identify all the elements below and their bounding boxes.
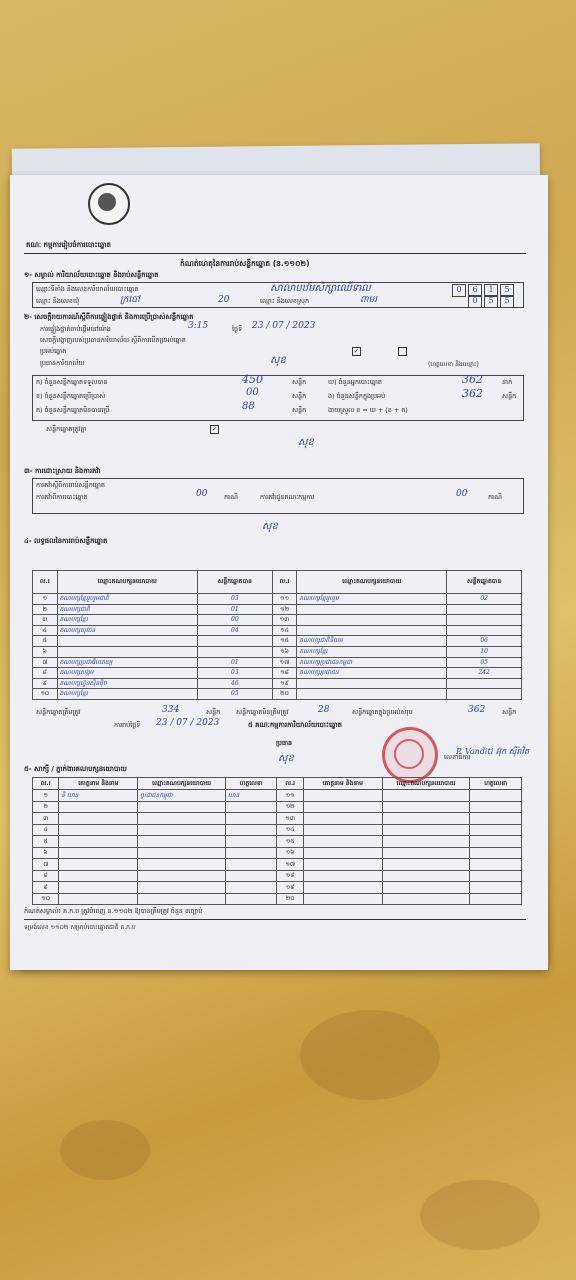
table-row (33, 870, 522, 882)
table-row (33, 790, 522, 802)
cell-sign (470, 801, 522, 813)
cell-no: ១៩ (272, 678, 297, 689)
count-unit: សន្លឹក (292, 378, 307, 386)
count-label: គ) ចំនួនសន្លឹកឆ្នោតមិនបានប្រើ (36, 406, 110, 414)
cell-name (303, 813, 382, 825)
cell-sign: ឃាន (225, 790, 277, 802)
cell-party (138, 893, 225, 905)
section2-line2: សេចក្តីបង្ហាញរបស់ប្រធានការិយាល័យ ស្តីពីការបើកប្រអប់ឆ្នោត (40, 336, 186, 344)
col-party: ឈ្មោះគណបក្សនយោបាយ (297, 571, 447, 594)
cell-no: ១០ (33, 689, 58, 700)
secretary-name2: អ៊ុក ស៊ីរ៉ាវិត (496, 747, 530, 756)
cell-votes: 10 (447, 646, 522, 657)
cell-party: គណបក្សប្រជាជនកម្ពុជា (297, 657, 447, 668)
cell-party (382, 790, 469, 802)
table-row (33, 625, 522, 636)
cell-votes (447, 604, 522, 615)
commission-label: ៥ គណៈកម្មការការិយាល័យបោះឆ្នោត (248, 721, 342, 729)
col-no: ល.រ (272, 571, 297, 594)
cell-party: គណបក្សខ្មែរ (297, 646, 447, 657)
cell-votes (447, 689, 522, 700)
district-digit: 5 (500, 295, 514, 308)
table-row (33, 801, 522, 813)
cell-name (59, 859, 138, 871)
signature-hint: (ហត្ថលេខា និងឈ្មោះ) (428, 361, 479, 368)
footer-note: កំណត់សម្គាល់៖ គ.ក.ប ត្រូវបំពេញ ន.១១០២ ឱ្យបានត្រឹមត្រូវ ចំនួន ៣ច្បាប់ (24, 907, 203, 915)
check-label: ប្រអប់ឆ្នោត (40, 347, 67, 355)
table-row (33, 893, 522, 905)
cell-party: គណបក្សប្រជាធិបតេយ្យ (57, 657, 197, 668)
col-no: ល.រ (33, 778, 59, 790)
divider (24, 919, 526, 920)
station-digit: 0 (452, 284, 466, 297)
form-code: ទម្រង់លេខ ១១០២ សម្រាប់បោះឆ្នោតជាតិ គ.ក.ប (24, 924, 136, 931)
count-value: 450 (242, 373, 263, 386)
cell-name (303, 870, 382, 882)
chair-name: សុខ (270, 355, 286, 366)
cell-sign (225, 813, 277, 825)
cell-no: ២ (33, 604, 58, 615)
grand-label: សន្លឹកឆ្នោតក្នុងប្រអប់សរុប (352, 708, 413, 716)
cell-no: ១៧ (277, 859, 303, 871)
polling-station-name: សាលាបឋមសិក្សាឈើទាល (270, 283, 371, 294)
cell-no: ១៧ (272, 657, 297, 668)
cell-no: ១៥ (272, 636, 297, 647)
table-row (33, 646, 522, 657)
cell-votes (447, 625, 522, 636)
witness-name: សុខ (298, 437, 314, 448)
cell-votes: 242 (447, 668, 522, 679)
dispute-row: ការតវ៉ាស្តីពីការរាប់សន្លឹកឆ្នោត (36, 481, 105, 489)
checkbox-checked: ✓ (211, 425, 218, 433)
cell-party (382, 893, 469, 905)
cell-party (138, 870, 225, 882)
cell-party (382, 801, 469, 813)
cell-no: ១៥ (277, 836, 303, 848)
count-value: 88 (242, 401, 255, 412)
cell-votes: 06 (447, 636, 522, 647)
cell-sign (470, 836, 522, 848)
time-label: ការផ្ទៀងផ្ទាត់ចាប់ផ្តើមនៅម៉ោង (40, 325, 111, 333)
cell-party: គណបក្សខ្មែរ (57, 615, 197, 626)
dispute-unit: ករណី (488, 493, 502, 501)
cell-name (59, 824, 138, 836)
cell-party (297, 689, 447, 700)
cell-no: ១៩ (277, 882, 303, 894)
col-no: ល.រ (33, 571, 58, 594)
official-stamp (382, 727, 438, 783)
cell-party (382, 859, 469, 871)
cell-votes: 01 (198, 604, 273, 615)
cell-votes: 03 (198, 668, 273, 679)
total-unit: សន្លឹក (206, 708, 221, 716)
cell-sign (225, 882, 277, 894)
col-party: ឈ្មោះគណបក្សនយោបាយ (138, 778, 225, 790)
col-votes: សន្លឹកឆ្នោតបាន (447, 571, 522, 594)
cell-votes: 01 (198, 657, 273, 668)
table-row (33, 847, 522, 859)
cell-party: គណបក្សជាតិនិយម (297, 636, 447, 647)
cell-name (303, 824, 382, 836)
col-no: ល.រ (277, 778, 303, 790)
section5-title: ៥- សាក្សី / ភ្នាក់ងារគណបក្សនយោបាយ (24, 765, 127, 773)
chair-signature: សុខ (278, 753, 294, 764)
cell-votes: 05 (198, 689, 273, 700)
cell-votes (447, 615, 522, 626)
cell-votes: 02 (447, 594, 522, 605)
cell-party (297, 678, 447, 689)
station-digit: 1 (484, 284, 498, 297)
station-digit: 5 (500, 284, 514, 297)
invalid-value: 28 (318, 705, 330, 715)
cell-party (138, 859, 225, 871)
results-table (32, 570, 522, 700)
cell-name (303, 790, 382, 802)
cell-no: ១៣ (277, 813, 303, 825)
cell-no: ៥ (33, 636, 58, 647)
cell-party: គណបក្សខ្មែររួបរួមជាតិ (57, 594, 197, 605)
cell-no: ១០ (33, 893, 59, 905)
cell-name (59, 847, 138, 859)
emblem-logo (88, 183, 130, 225)
date-label: ថ្ងៃទី (232, 325, 243, 333)
dispute-row: ការតវ៉ាពីការបោះឆ្នោត (36, 493, 88, 501)
cell-no: ៨ (33, 870, 59, 882)
cell-no: ៨ (33, 668, 58, 679)
org-name: គណៈ កម្មការរៀបចំការបោះឆ្នោត (26, 241, 111, 249)
dispute-value: 00 (196, 489, 208, 499)
formula: ងាយស្រួល ខ = ឃ + (ខ + គ) (328, 406, 408, 414)
count-value: 00 (246, 387, 259, 398)
cell-sign (225, 824, 277, 836)
cell-sign (225, 870, 277, 882)
total-value: 334 (162, 705, 180, 715)
cell-name (59, 882, 138, 894)
cell-party: ប្រជាជនកម្ពុជា (138, 790, 225, 802)
cell-no: ១២ (272, 604, 297, 615)
cell-sign (225, 801, 277, 813)
cell-votes: 03 (198, 594, 273, 605)
cell-sign (470, 882, 522, 894)
table-row (33, 615, 522, 626)
witness-table (32, 777, 522, 905)
cell-party (382, 836, 469, 848)
section1-row2-label: ឈ្មោះ និងលេខឃុំ (36, 297, 80, 305)
count-date-value: 23 / 07 / 2023 (156, 718, 220, 728)
checkbox-checked: ✓ (353, 347, 360, 355)
right-count-label: ង) ចំនួនសន្លឹកក្នុងប្រអប់ (328, 392, 386, 400)
table-row (33, 668, 522, 679)
cell-party (297, 625, 447, 636)
commune-number: 20 (218, 295, 230, 305)
table-row (33, 657, 522, 668)
right-count-value: 362 (462, 373, 483, 386)
cell-votes: 00 (198, 615, 273, 626)
cell-sign (470, 790, 522, 802)
cell-sign (225, 859, 277, 871)
cell-name (59, 836, 138, 848)
cell-votes: 05 (447, 657, 522, 668)
cell-party (57, 646, 197, 657)
cell-sign (470, 870, 522, 882)
table-row (33, 678, 522, 689)
cell-no: ៦ (33, 646, 58, 657)
cell-party (57, 636, 197, 647)
wall-stain (60, 1120, 150, 1180)
cell-party (138, 882, 225, 894)
cell-party (382, 870, 469, 882)
secretary-name: P. Vanditi (456, 747, 494, 756)
cell-no: ១ (33, 790, 59, 802)
grand-unit: សន្លឹក (502, 708, 517, 716)
wall-stain (300, 1010, 440, 1100)
cell-no: ៩ (33, 882, 59, 894)
secretary-label: លេខាធិការ (444, 753, 471, 761)
cell-name (59, 813, 138, 825)
cell-no: ២ (33, 801, 59, 813)
right-count-unit: នាក់ (502, 378, 513, 386)
right-count-value: 362 (462, 387, 483, 400)
table-row (33, 882, 522, 894)
cell-no: ៤ (33, 824, 59, 836)
col-votes: សន្លឹកឆ្នោតបាន (198, 571, 273, 594)
cell-votes (198, 646, 273, 657)
cell-party: គណបក្សជាតិ (57, 604, 197, 615)
cell-no: ២០ (277, 893, 303, 905)
cell-name (303, 847, 382, 859)
cell-sign (225, 893, 277, 905)
cell-name (59, 870, 138, 882)
cell-name: ទិ ឃាន (59, 790, 138, 802)
election-form-sheet (10, 175, 548, 970)
cell-no: ១៨ (277, 870, 303, 882)
cell-party: គណបក្សខ្មែរ (57, 689, 197, 700)
grand-value: 362 (468, 705, 486, 715)
cell-no: ៧ (33, 859, 59, 871)
cell-party: គណបក្សប្រជាជន (297, 668, 447, 679)
count-unit: សន្លឹក (292, 406, 307, 414)
cell-party: គណបក្សហ្វ៊ុនស៊ិនប៉ិច (57, 678, 197, 689)
cell-votes: 46 (198, 678, 273, 689)
section2-title: ២- សេចក្តីរាយការណ៍ស្តីពីការផ្ទៀងផ្ទាត់ និងការប្រើប្រាស់សន្លឹកឆ្នោត (24, 313, 194, 321)
right-count-label: ឃ) ចំនួនអ្នកបោះឆ្នោត (328, 378, 382, 386)
col-party: ឈ្មោះគណបក្សនយោបាយ (382, 778, 469, 790)
section3-title: ៣- ការដោះស្រាយ និងការតវ៉ា (24, 467, 101, 475)
chair-label: ប្រធានការិយាល័យ (40, 359, 85, 367)
dispute-row: ការតវ៉ាជូនគណៈកម្មការ (260, 493, 315, 501)
cell-party (382, 813, 469, 825)
cell-sign (470, 813, 522, 825)
cell-party: គណបក្សខ្មែររួបរួម (297, 594, 447, 605)
cell-name (59, 801, 138, 813)
time-value: 3:15 (188, 321, 209, 331)
cell-party: គណបក្សយុវជន (57, 625, 197, 636)
form-title: កំណត់ហេតុនៃការរាប់សន្លឹកឆ្នោត (ន.១១០២) (180, 259, 310, 268)
cell-name (303, 893, 382, 905)
section1-title: ១- សម្គាល់ ការិយាល័យបោះឆ្នោត និងរាប់សន្លឹកឆ្នោត (24, 271, 159, 279)
cell-sign (225, 847, 277, 859)
cell-party (138, 847, 225, 859)
count-label: ខ) ចំនួនសន្លឹកឆ្នោតប្រើប្រាស់ (36, 392, 106, 400)
cell-name (59, 893, 138, 905)
col-sign: ហត្ថលេខា (225, 778, 277, 790)
dispute-unit: ករណី (224, 493, 238, 501)
cell-no: ១៨ (272, 668, 297, 679)
cell-party (138, 836, 225, 848)
section1-row2-label2: ឈ្មោះ និងលេខស្រុក (260, 297, 310, 305)
checkbox (398, 347, 407, 356)
count-date-label: ការរាប់ថ្ងៃទី (114, 721, 141, 729)
wall-stain (420, 1180, 540, 1250)
col-sign: ហត្ថលេខា (470, 778, 522, 790)
table-row (33, 824, 522, 836)
cell-votes (447, 678, 522, 689)
cell-votes (198, 636, 273, 647)
cell-sign (470, 847, 522, 859)
cell-no: ៧ (33, 657, 58, 668)
cell-party (138, 813, 225, 825)
cell-party (297, 604, 447, 615)
chair-title: ប្រធាន (276, 739, 293, 747)
date-value: 23 / 07 / 2023 (252, 321, 316, 331)
cell-party (297, 615, 447, 626)
cell-party (382, 824, 469, 836)
cell-no: ១ (33, 594, 58, 605)
cell-no: ១៤ (277, 824, 303, 836)
col-name: គោត្តនាម និងនាម (303, 778, 382, 790)
col-name: គោត្តនាម និងនាម (59, 778, 138, 790)
section1-row1-label: ឈ្មោះទីតាំង និងលេខការិយាល័យបោះឆ្នោត (36, 285, 139, 293)
cell-no: ៣ (33, 615, 58, 626)
col-party: ឈ្មោះគណបក្សនយោបាយ (57, 571, 197, 594)
dispute-value: 00 (456, 489, 468, 499)
count-label: ក) ចំនួនសន្លឹកឆ្នោតទទួលបាន (36, 378, 108, 386)
cell-name (303, 882, 382, 894)
district-name: ពាមរ (360, 295, 378, 305)
cell-no: ៤ (33, 625, 58, 636)
cell-no: ១២ (277, 801, 303, 813)
station-digit: 6 (468, 284, 482, 297)
divider (24, 253, 526, 254)
count-unit: សន្លឹក (292, 392, 307, 400)
cell-party (138, 801, 225, 813)
cell-party (382, 847, 469, 859)
cell-sign (225, 836, 277, 848)
cell-name (303, 859, 382, 871)
table-row (33, 636, 522, 647)
section4-title: ៤- លទ្ធផលនៃការរាប់សន្លឹកឆ្នោត (24, 537, 108, 545)
cell-sign (470, 824, 522, 836)
table-row (33, 813, 522, 825)
cell-no: ៩ (33, 678, 58, 689)
cell-no: ១៦ (277, 847, 303, 859)
cell-no: ២០ (272, 689, 297, 700)
table-row (33, 836, 522, 848)
invalid-label: សន្លឹកឆ្នោតមិនត្រឹមត្រូវ (236, 708, 289, 716)
cell-party: គណបក្សសង្គម (57, 668, 197, 679)
table-row (33, 689, 522, 700)
cell-no: ១៤ (272, 625, 297, 636)
commune-name: ក្របៅ (120, 295, 140, 305)
section3-signer: សុខ (262, 521, 278, 532)
table-row (33, 604, 522, 615)
cell-no: ៦ (33, 847, 59, 859)
table-row (33, 859, 522, 871)
cell-no: ៣ (33, 813, 59, 825)
cell-sign (470, 859, 522, 871)
total-label: សន្លឹកឆ្នោតត្រឹមត្រូវ (36, 708, 81, 716)
cell-no: ១១ (277, 790, 303, 802)
cell-no: ៥ (33, 836, 59, 848)
table-row (33, 594, 522, 605)
district-digit: 0 (468, 295, 482, 308)
cell-party (138, 824, 225, 836)
cell-party (382, 882, 469, 894)
cell-name (303, 801, 382, 813)
cell-sign (470, 893, 522, 905)
cell-name (303, 836, 382, 848)
cell-no: ១៦ (272, 646, 297, 657)
note1: សន្លឹកឆ្នោតត្រូវគ្នា (46, 425, 87, 433)
cell-no: ១១ (272, 594, 297, 605)
cell-votes: 04 (198, 625, 273, 636)
cell-no: ១៣ (272, 615, 297, 626)
right-count-unit: សន្លឹក (502, 392, 517, 400)
district-digit: 5 (484, 295, 498, 308)
